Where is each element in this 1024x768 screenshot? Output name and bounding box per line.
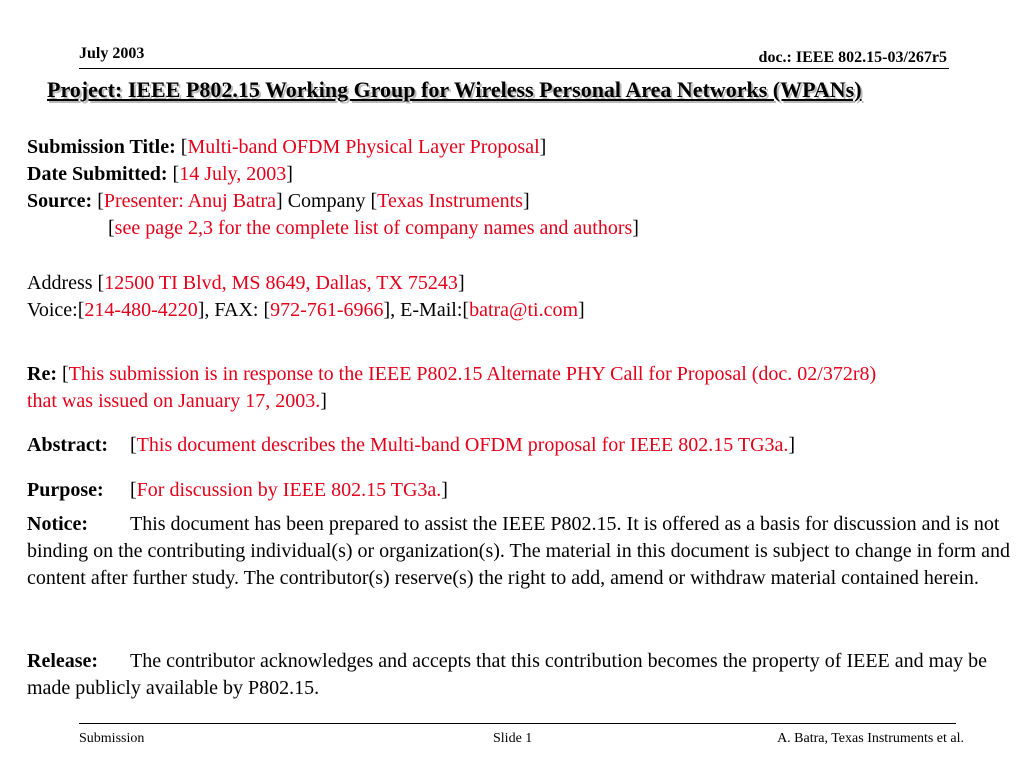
email-label: E-Mail: — [400, 299, 463, 321]
date-submitted-value: 14 July, 2003 — [179, 163, 287, 185]
notice-paragraph — [27, 511, 1017, 592]
re-line-2: that was issued on January 17, 2003.] — [27, 390, 327, 412]
address-line: Address [12500 TI Blvd, MS 8649, Dallas, TX 75243] — [27, 272, 465, 294]
purpose-text: For discussion by IEEE 802.15 TG3a. — [136, 479, 442, 501]
header-divider — [79, 68, 949, 69]
address-label: Address — [27, 272, 93, 294]
submission-title-line: Submission Title: [Multi-band OFDM Physical Layer Proposal] — [27, 136, 547, 158]
abstract-label: Abstract: — [27, 434, 109, 456]
presenter-value: Presenter: Anuj Batra — [103, 190, 277, 212]
footer-left: Submission — [79, 731, 145, 746]
header-doc-id: doc.: IEEE 802.15-03/267r5 — [758, 49, 947, 66]
date-submitted-line: Date Submitted: [14 July, 2003] — [27, 163, 293, 185]
date-submitted-label: Date Submitted: — [27, 163, 168, 185]
address-value: 12500 TI Blvd, MS 8649, Dallas, TX 75243 — [104, 272, 458, 294]
re-text-2: that was issued on January 17, 2003. — [27, 390, 321, 412]
re-line-1: Re: [This submission is in response to the IEEE P802.15 Alternate PHY Call for Proposal (doc. 02/372r8) — [27, 363, 877, 385]
see-page-line: [see page 2,3 for the complete list of company names and authors] — [108, 217, 639, 239]
notice-text: This document has been prepared to assist the IEEE P802.15. It is offered as a basis for discussion and is not binding on the contributing individual(s) or organization(s). The material in this document is subject to change in form and content after further study. The contributor(s) reserve(s) the right to add, amend or withdraw material contained herein. — [27, 513, 1010, 589]
notice-label: Notice: — [27, 513, 89, 535]
see-page-value: see page 2,3 for the complete list of company names and authors — [114, 217, 633, 239]
release-paragraph — [27, 648, 1017, 702]
fax-value: 972-761-6966 — [270, 299, 384, 321]
company-label: Company — [287, 190, 366, 212]
release-text: The contributor acknowledges and accepts that this contribution becomes the property of IEEE and may be made publicly available by P802.15. — [27, 650, 987, 699]
email-value: batra@ti.com — [469, 299, 578, 321]
source-line: Source: [Presenter: Anuj Batra] Company [Texas Instruments] — [27, 190, 530, 212]
header-date: July 2003 — [79, 45, 145, 62]
footer-right: A. Batra, Texas Instruments et al. — [777, 731, 964, 746]
voice-value: 214-480-4220 — [84, 299, 198, 321]
fax-label: FAX: — [214, 299, 259, 321]
submission-title-value: Multi-band OFDM Physical Layer Proposal — [187, 136, 540, 158]
source-label: Source: — [27, 190, 93, 212]
purpose-line: Purpose: [For discussion by IEEE 802.15 TG3a.] — [27, 479, 448, 501]
re-label: Re: — [27, 363, 57, 385]
release-label: Release: — [27, 650, 99, 672]
company-value: Texas Instruments — [377, 190, 523, 212]
footer-slide-number: Slide 1 — [493, 731, 533, 746]
project-title: Project: IEEE P802.15 Working Group for Wireless Personal Area Networks (WPANs) — [47, 77, 862, 102]
abstract-text: This document describes the Multi-band OFDM proposal for IEEE 802.15 TG3a. — [136, 434, 789, 456]
footer-divider — [79, 723, 956, 724]
re-text-1: This submission is in response to the IEEE P802.15 Alternate PHY Call for Proposal (doc. 02/372r8) — [68, 363, 877, 385]
submission-title-label: Submission Title: — [27, 136, 176, 158]
voice-label: Voice: — [27, 299, 78, 321]
purpose-label: Purpose: — [27, 479, 104, 501]
contact-line: Voice:[214-480-4220], FAX: [972-761-6966], E-Mail:[batra@ti.com] — [27, 299, 585, 321]
abstract-line: Abstract: [This document describes the Multi-band OFDM proposal for IEEE 802.15 TG3a.] — [27, 434, 796, 456]
